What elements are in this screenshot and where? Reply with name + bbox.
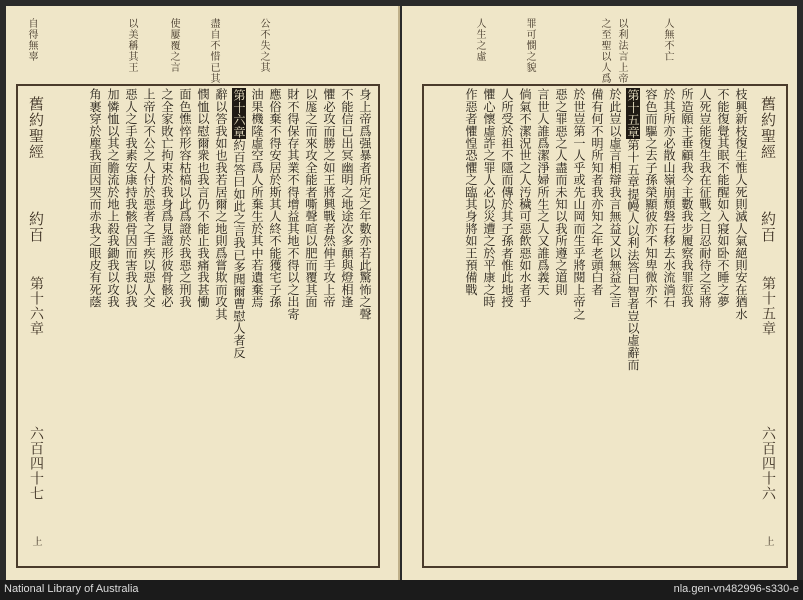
- left-col-10: 憫恤以慰爾衆也我言仍不能止我痛我甚慟: [196, 88, 210, 308]
- right-margin-note-4: 罪可憫之貌: [524, 18, 535, 73]
- left-col-9: 辭以答我如也我若居爾之地則爲嘗欺而攻其: [214, 88, 228, 320]
- left-col-3: 懼必攻而勝之如王將興戰者然伸手攻上帝: [322, 88, 336, 308]
- left-col-8: 第十六章約百答曰如此之言我已多聞爾曹慰人者反: [232, 89, 246, 359]
- left-col-11: 面色憔悴形容枯槁以此爲證於我惡之刑我: [178, 88, 192, 308]
- right-page: [402, 6, 797, 580]
- book-spread: [6, 6, 797, 580]
- left-header-book: 約百: [27, 211, 45, 243]
- right-header-chapter: 第十五章: [760, 276, 776, 336]
- left-page: [6, 6, 400, 580]
- right-col-7: 第十五章第十五章提幔人以利法答曰智者豈以虛辭而: [626, 89, 640, 371]
- footer-bar: [0, 580, 803, 600]
- right-col-9: 備有何不明所知者我亦知之年老頭白者: [590, 88, 604, 296]
- right-margin-note-5: 人生之虛: [474, 18, 485, 62]
- left-col-5: 財不得保存其業不得增益其地不得以之出寄: [286, 88, 300, 320]
- right-bottom-mark: 上: [762, 536, 773, 547]
- left-text-columns: [56, 88, 374, 560]
- left-col-14: 惡人之手我素安康持我骸骨因而害我以我: [124, 88, 138, 308]
- right-header-title: 舊約聖經: [759, 96, 777, 160]
- left-col-4: 以厖之而來攻全能者嘶聲喧以肥而覆其面: [304, 88, 318, 308]
- right-page-number: 六百四十六: [760, 426, 776, 501]
- left-col-1: 身上帝爲强暴者所定之年數亦若此驚怖之聲: [358, 88, 372, 320]
- left-col-12: 之全家敗亡拘束於我身爲見證形彼骨骸必: [160, 88, 174, 308]
- left-margin-note-3: 使屢覆之言: [168, 18, 179, 73]
- right-col-11: 惡之罪惡之人盡而未知以我所遵之道則: [554, 88, 568, 296]
- left-col-13: 上帝以不公之人付於惡者之手疾以惡人交: [142, 88, 156, 308]
- left-page-number: 六百四十七: [28, 426, 44, 501]
- right-margin-note-3: 之至聖以人爲: [599, 18, 610, 84]
- left-header-title: 舊約聖經: [27, 96, 45, 160]
- left-chapter-marker: 第十六章: [232, 89, 246, 138]
- right-col-6: 容色而驅之去子孫榮顯彼亦不知卑微亦不: [644, 88, 658, 308]
- right-col-14: 人所受於祖不隱而傳於其子孫者惟此地授: [500, 88, 514, 308]
- right-col-5: 於其所亦必散山嶺崩頹磐石移去水流淌石: [662, 88, 676, 308]
- left-margin-note-4: 盡自不惜已其: [208, 18, 219, 84]
- right-col-15: 懼心懷虛詐之罪人必以災遭之於平康之時: [482, 88, 496, 308]
- left-margin-note-5: 公不失之其: [258, 18, 269, 73]
- left-margin-note-1: 自得無辜: [26, 18, 37, 62]
- right-col-10: 於世豈第一人乎或先山岡而生乎將閱上帝之: [572, 88, 586, 320]
- right-col-16: 作惡者懼惶恐懼之臨其身將如王預備戰: [464, 88, 478, 296]
- right-header-book: 約百: [759, 211, 777, 243]
- left-col-2: 不能信已出冥幽明之地途次多顛與燈相逢: [340, 88, 354, 308]
- left-col-16: 角裹穿於塵我面因哭而赤我之眼皮有死蔭: [88, 88, 102, 308]
- left-col-6: 應俗棄不得安居於斯其人終不能獲宅子孫: [268, 88, 282, 308]
- footer-library-name: National Library of Australia: [4, 583, 139, 595]
- right-col-1: 枝興新枝復生惟人死則滅人氣絕則安在猶水: [734, 88, 748, 320]
- right-margin-note-2: 以利法言上帝: [616, 18, 627, 84]
- right-col-8: 於此豈以虛言相辯我言無益又以無益之言: [608, 88, 622, 308]
- right-chapter-marker: 第十五章: [626, 89, 640, 138]
- right-col-13: 倘氣不潔況世之人汚穢可惡飲惡如水者乎: [518, 88, 532, 308]
- left-col-15: 加憐恤以其之膽流於地上殺我鋤我以攻我: [106, 88, 120, 308]
- right-col-4: 所造願主垂顧我今主數我步履察我罪愆我: [680, 88, 694, 308]
- right-margin-note-1: 人無不亡: [662, 18, 673, 62]
- right-col-3: 人死豈能復生我在征戰之日忍耐待之至將: [698, 88, 712, 308]
- left-col-7: 油果機隆虛空爲人所棄生於其中若遺棄焉: [250, 88, 264, 308]
- footer-record-id: nla.gen-vn482996-s330-e: [673, 583, 799, 595]
- right-col-2: 不能復覺其眠不能醒如入寢如卧不睡之夢: [716, 88, 730, 308]
- left-header-chapter: 第十六章: [28, 276, 44, 336]
- right-text-columns: [428, 88, 750, 560]
- right-col-12: 言世人誰爲潔淨婦所生之人又誰爲義天: [536, 88, 550, 296]
- left-margin-note-2: 以美稱其王: [126, 18, 137, 73]
- left-bottom-mark: 上: [30, 536, 41, 547]
